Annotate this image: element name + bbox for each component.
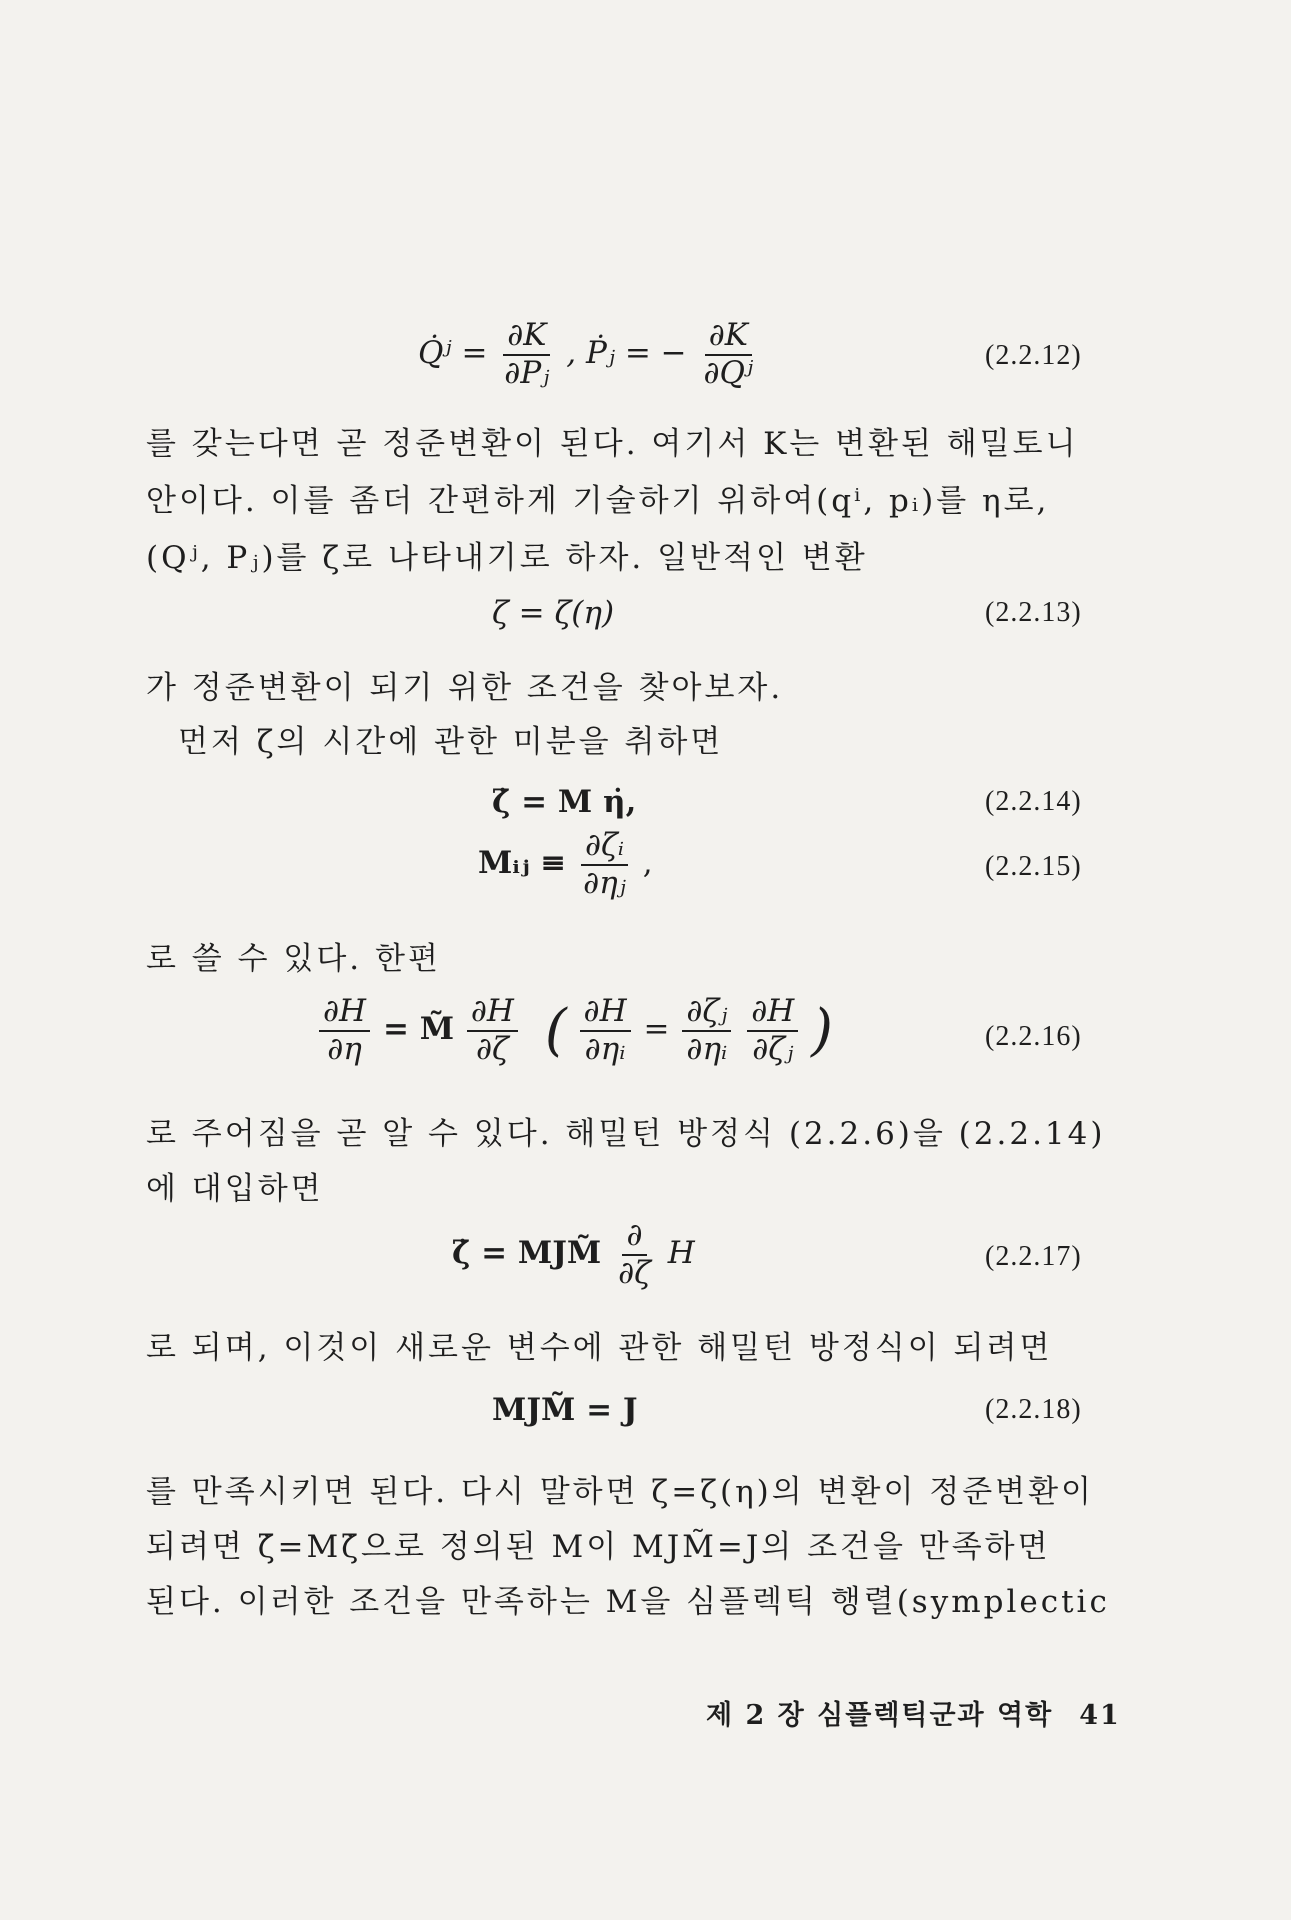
eq17-den: ∂ζ xyxy=(618,1254,651,1291)
paragraph-line: 로 되며, 이것이 새로운 변수에 관한 해밀턴 방정식이 되려면 xyxy=(146,1330,1053,1366)
eq17-tail: H xyxy=(667,1235,695,1272)
chapter-title: 제 2 장 심플렉틱군과 역학 xyxy=(706,1700,1054,1731)
eq16-d3: ∂ηᵢ xyxy=(584,1030,626,1067)
equation-number: (2.2.12) xyxy=(985,340,1082,371)
equation-2-2-18: MJM̃ = J xyxy=(492,1392,638,1428)
equation-2-2-12 xyxy=(418,318,760,391)
equation-number: (2.2.13) xyxy=(985,597,1082,628)
eq16-fraction-5 xyxy=(747,994,798,1067)
eq12-num2: ∂K xyxy=(705,318,752,356)
eq16-fraction-4 xyxy=(682,994,731,1067)
eq16-d5: ∂ζⱼ xyxy=(752,1030,794,1067)
paragraph-line: 를 갖는다면 곧 정준변환이 된다. 여기서 K는 변환된 해밀토니 xyxy=(146,426,1079,462)
eq12-fraction-1 xyxy=(500,318,553,391)
equation-2-2-14: ζ̇ = M η̇, xyxy=(492,784,637,820)
eq15-den: ∂ηⱼ xyxy=(583,864,626,901)
eq17-lhs: ζ̇ = MJM̃ xyxy=(452,1235,602,1272)
eq16-n3: ∂H xyxy=(580,994,631,1032)
eq12-lhs: Q̇ʲ = xyxy=(418,335,488,372)
eq16-d4: ∂ηᵢ xyxy=(686,1030,728,1067)
equation-2-2-17 xyxy=(452,1218,695,1291)
eq12-sep: , Ṗⱼ = − xyxy=(566,335,687,372)
eq16-mid: = M̃ xyxy=(382,1011,455,1048)
eq15-lhs: Mᵢⱼ ≡ xyxy=(478,845,567,882)
eq16-n1: ∂H xyxy=(319,994,370,1032)
eq16-fraction-3 xyxy=(580,994,631,1067)
page-footer xyxy=(706,1693,1121,1732)
equation-number: (2.2.17) xyxy=(985,1241,1082,1272)
paragraph-line: 에 대입하면 xyxy=(146,1171,324,1207)
eq12-den2: ∂Qʲ xyxy=(703,354,754,391)
paragraph-line: 가 정준변환이 되기 위한 조건을 찾아보자. xyxy=(146,670,784,706)
eq16-n2: ∂H xyxy=(467,994,518,1032)
eq16-d1: ∂η xyxy=(327,1030,362,1067)
eq12-fraction-2 xyxy=(700,318,758,391)
paragraph-line: 로 주어짐을 곧 알 수 있다. 해밀턴 방정식 (2.2.6)을 (2.2.14) xyxy=(146,1116,1106,1152)
equation-2-2-16 xyxy=(316,994,833,1067)
eq17-num: ∂ xyxy=(622,1218,646,1256)
equation-number: (2.2.15) xyxy=(985,851,1082,882)
eq12-den1: ∂Pⱼ xyxy=(504,354,550,391)
eq15-num: ∂ζᵢ xyxy=(581,828,628,866)
paragraph-line: 먼저 ζ의 시간에 관한 미분을 취하면 xyxy=(178,724,724,760)
eq16-equals: = xyxy=(643,1011,670,1048)
left-paren: ( xyxy=(544,998,567,1064)
equation-number: (2.2.16) xyxy=(985,1021,1082,1052)
paragraph-line: 된다. 이러한 조건을 만족하는 M을 심플렉틱 행렬(symplectic xyxy=(146,1584,1110,1620)
eq16-fraction-1 xyxy=(319,994,370,1067)
paragraph-line: 안이다. 이를 좀더 간편하게 기술하기 위하여(qⁱ, pᵢ)를 η로, xyxy=(146,483,1050,519)
right-paren: ) xyxy=(811,998,834,1064)
equation-2-2-13: ζ = ζ(η) xyxy=(492,595,615,631)
paragraph-line: 되려면 ζ̇=Mζ̇으로 정의된 M이 MJM̃=J의 조건을 만족하면 xyxy=(146,1529,1051,1565)
page-number: 41 xyxy=(1079,1700,1121,1731)
eq16-d2: ∂ζ xyxy=(476,1030,509,1067)
equation-2-2-15 xyxy=(478,828,653,901)
equation-number: (2.2.14) xyxy=(985,786,1082,817)
eq12-num1: ∂K xyxy=(503,318,550,356)
eq15-fraction xyxy=(579,828,630,901)
equation-number: (2.2.18) xyxy=(985,1394,1082,1425)
paragraph-line: 를 만족시키면 된다. 다시 말하면 ζ=ζ(η)의 변환이 정준변환이 xyxy=(146,1474,1094,1510)
eq17-fraction xyxy=(614,1218,655,1291)
eq16-fraction-2 xyxy=(467,994,518,1067)
eq15-tail: , xyxy=(642,845,653,882)
eq16-n5: ∂H xyxy=(747,994,798,1032)
eq16-n4: ∂ζⱼ xyxy=(682,994,731,1032)
paragraph-line: 로 쓸 수 있다. 한편 xyxy=(146,941,441,977)
paragraph-line: (Qʲ, Pⱼ)를 ζ로 나타내기로 하자. 일반적인 변환 xyxy=(146,540,868,576)
